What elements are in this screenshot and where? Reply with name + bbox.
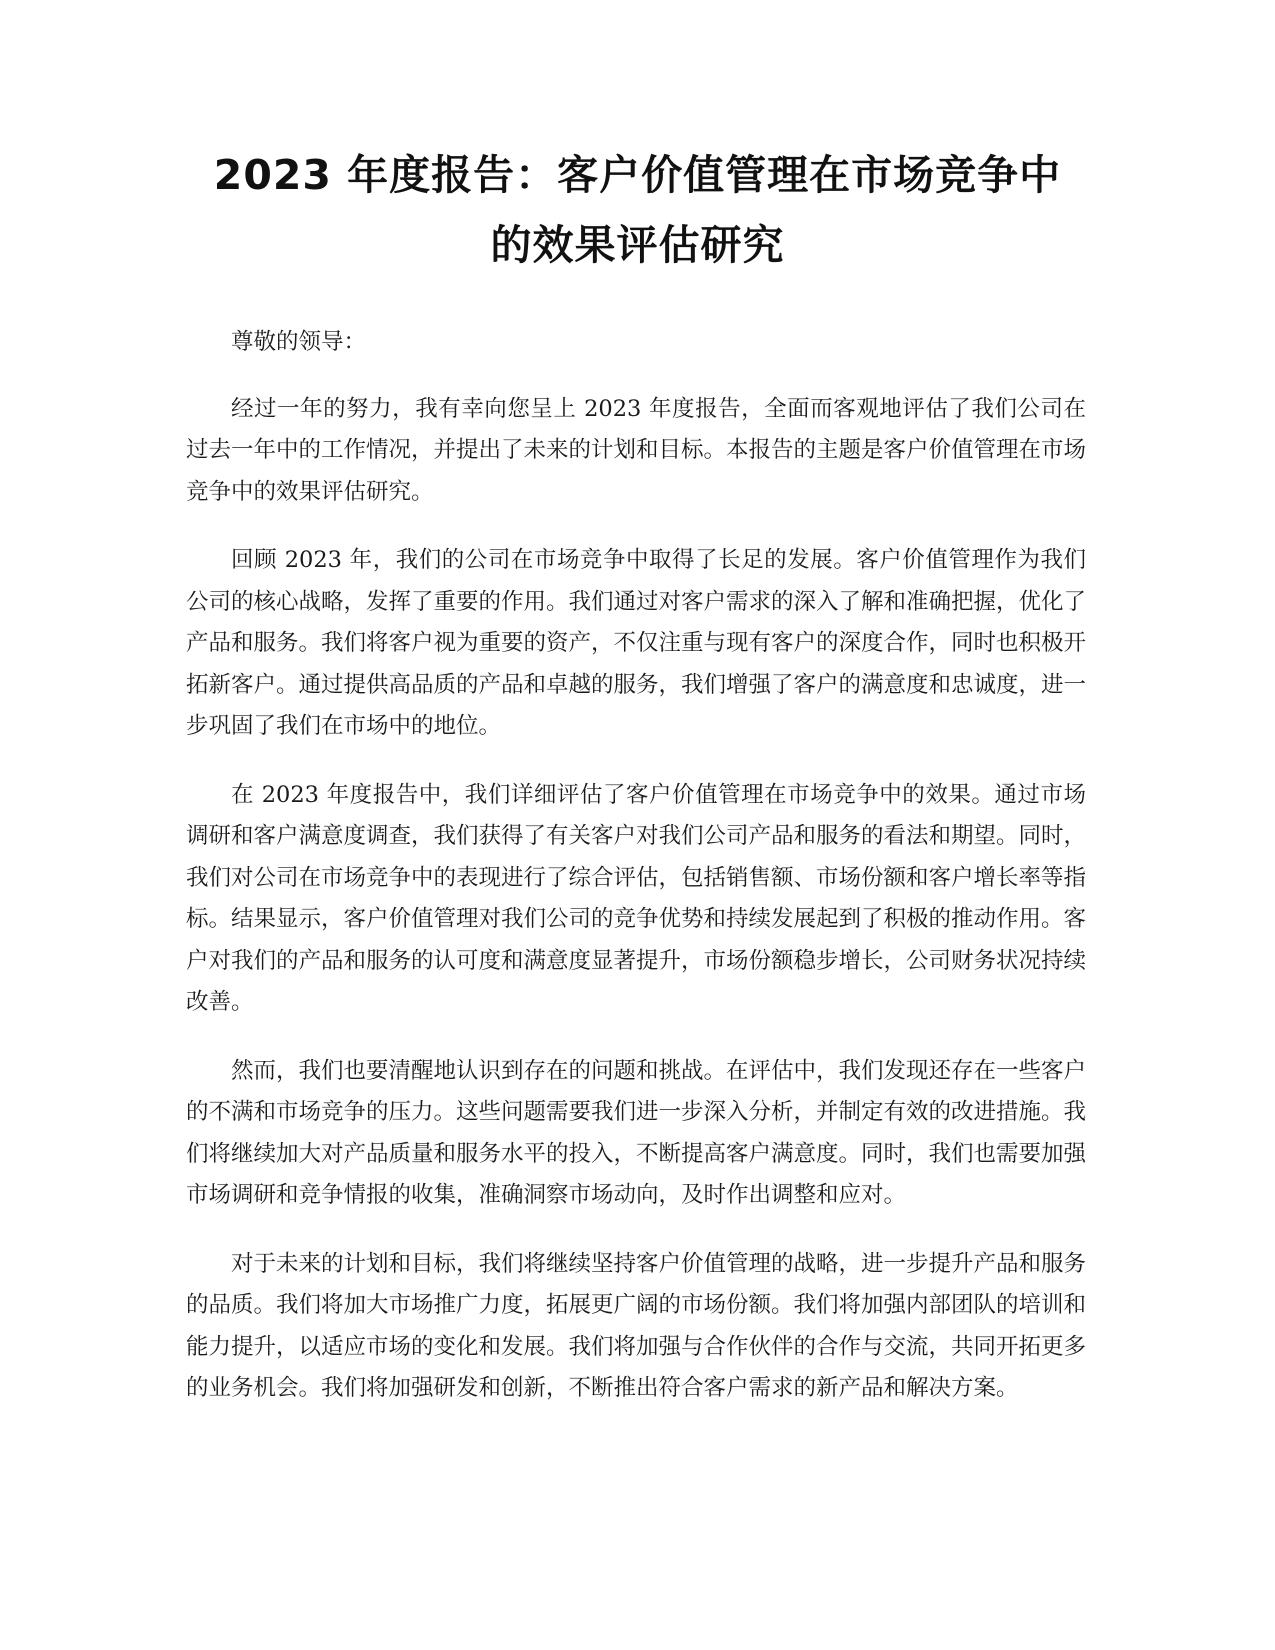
paragraph-challenges: 然而，我们也要清醒地认识到存在的问题和挑战。在评估中，我们发现还存在一些客户的不满和市场竞争的压力。这些问题需要我们进一步深入分析，并制定有效的改进措施。我们将继续加大对产品质量和服务水平的投入，不断提高客户满意度。同时，我们也需要加强市场调研和竞争情报的收集，准确洞察市场动向，及时作出调整和应对。: [186, 1057, 1087, 1208]
paragraph-intro: 经过一年的努力，我有幸向您呈上 2023 年度报告，全面而客观地评估了我们公司在过去一年中的工作情况，并提出了未来的计划和目标。本报告的主题是客户价值管理在市场竞争中的效果评估研究。: [186, 395, 1087, 505]
greeting: 尊敬的领导：: [231, 329, 367, 355]
document-body: [186, 322, 1086, 1437]
title-line-1: 2023 年度报告：客户价值管理在市场竞争中: [213, 151, 1062, 199]
paragraph-future-plans: 对于未来的计划和目标，我们将继续坚持客户价值管理的战略，进一步提升产品和服务的品质。我们将加大市场推广力度，拓展更广阔的市场份额。我们将加强内部团队的培训和能力提升，以适应市场的变化和发展。我们将加强与合作伙伴的合作与交流，共同开拓更多的业务机会。我们将加强研发和创新，不断推出符合客户需求的新产品和解决方案。: [186, 1250, 1087, 1401]
paragraph-evaluation: 在 2023 年度报告中，我们详细评估了客户价值管理在市场竞争中的效果。通过市场调研和客户满意度调查，我们获得了有关客户对我们公司产品和服务的看法和期望。同时，我们对公司在市场竞争中的表现进行了综合评估，包括销售额、市场份额和客户增长率等指标。结果显示，客户价值管理对我们公司的竞争优势和持续发展起到了积极的推动作用。客户对我们的产品和服务的认可度和满意度显著提升，市场份额稳步增长，公司财务状况持续改善。: [186, 781, 1087, 1015]
paragraph-review: 回顾 2023 年，我们的公司在市场竞争中取得了长足的发展。客户价值管理作为我们公司的核心战略，发挥了重要的作用。我们通过对客户需求的深入了解和准确把握，优化了产品和服务。我们将客户视为重要的资产，不仅注重与现有客户的深度合作，同时也积极开拓新客户。通过提供高品质的产品和卓越的服务，我们增强了客户的满意度和忠诚度，进一步巩固了我们在市场中的地位。: [186, 547, 1087, 739]
document-title: [150, 140, 1125, 280]
title-line-2: 的效果评估研究: [490, 221, 785, 269]
